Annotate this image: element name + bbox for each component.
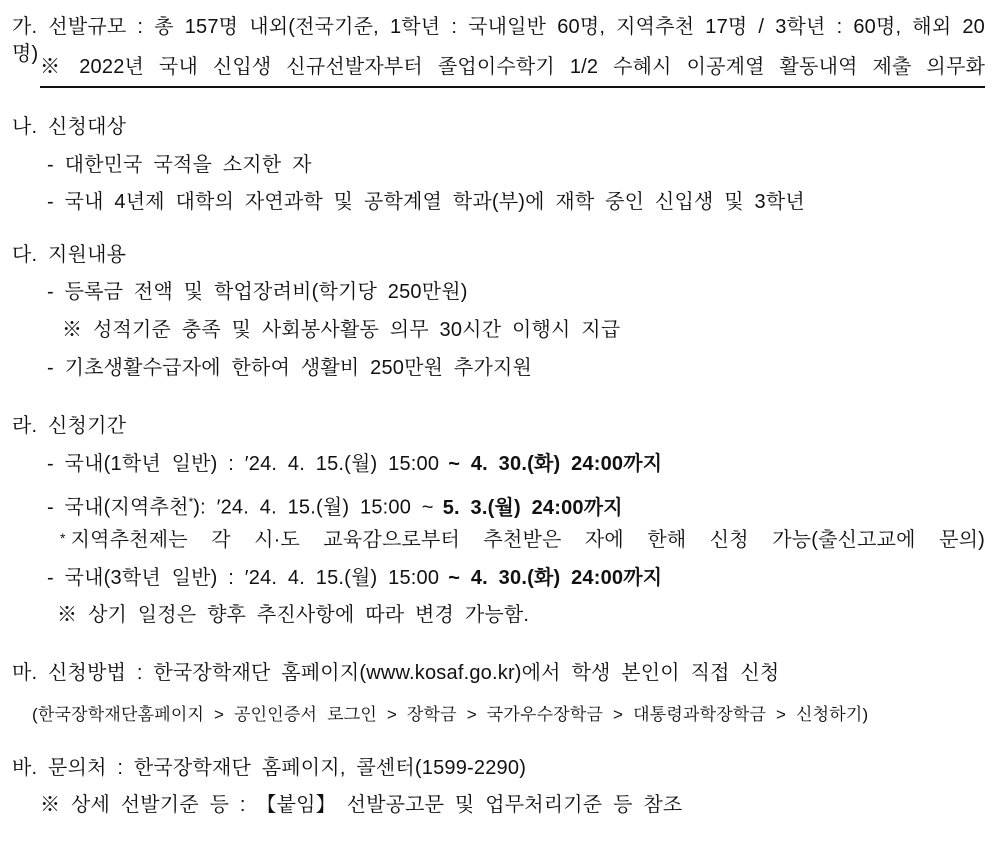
period-regional-deadline: 5. 3.(월) 24:00까지 xyxy=(442,496,623,519)
footnote-asterisk: * xyxy=(60,530,66,546)
period-regional-text: - 국내(지역추천 xyxy=(47,496,189,519)
enrolled-student-item: - 국내 4년제 대학의 자연과학 및 공학계열 학과(부)에 재학 중인 신입생 및 3학년 xyxy=(47,191,805,213)
selection-scale-line: 가. 선발규모 : 총 157명 내외(전국기준, 1학년 : 국내일반 60명, 지역추천 17명 / 3학년 : 60명, 해외 20명) xyxy=(12,16,985,65)
activity-report-underlined-note: ※ 2022년 국내 신입생 신규선발자부터 졸업이수학기 1/2 수혜시 이공계열 활동내역 제출 의무화 xyxy=(40,54,985,88)
application-period-heading: 라. 신청기간 xyxy=(12,415,127,437)
application-method-heading: 마. 신청방법 : 한국장학재단 홈페이지(www.kosaf.go.kr)에서 학생 본인이 직접 신청 xyxy=(12,662,780,684)
schedule-change-note: ※ 상기 일정은 향후 추진사항에 따라 변경 가능함. xyxy=(57,604,530,626)
period-year1-deadline: ~ 4. 30.(화) 24:00까지 xyxy=(448,453,663,475)
tuition-item: - 등록금 전액 및 학업장려비(학기당 250만원) xyxy=(47,281,468,303)
period-year1-item xyxy=(47,451,662,478)
period-year1-text: - 국내(1학년 일반) : ′24. 4. 15.(월) 15:00 xyxy=(47,453,440,475)
period-regional-start: ): ′24. 4. 15.(월) 15:00 ~ xyxy=(193,496,434,519)
period-year3-text: - 국내(3학년 일반) : ′24. 4. 15.(월) 15:00 xyxy=(47,567,440,589)
period-year3-deadline: ~ 4. 30.(화) 24:00까지 xyxy=(448,567,663,589)
period-year3-item xyxy=(47,565,662,592)
attachment-reference-note: ※ 상세 선발기준 등 : 【붙임】 선발공고문 및 업무처리기준 등 참조 xyxy=(40,794,683,816)
support-content-heading: 다. 지원내용 xyxy=(12,244,127,266)
livelihood-support-item: - 기초생활수급자에 한하여 생활비 250만원 추가지원 xyxy=(47,357,533,379)
regional-asterisk: * xyxy=(188,495,194,509)
period-regional-item xyxy=(47,489,623,522)
contact-heading: 바. 문의처 : 한국장학재단 홈페이지, 콜센터(1599-2290) xyxy=(12,757,527,779)
grade-criteria-note: ※ 성적기준 충족 및 사회봉사활동 의무 30시간 이행시 지급 xyxy=(62,319,621,341)
application-target-heading: 나. 신청대상 xyxy=(12,116,127,138)
application-path-line: (한국장학재단홈페이지 > 공인인증서 로그인 > 장학금 > 국가우수장학금 > 대통령과학장학금 > 신청하기) xyxy=(32,705,869,724)
nationality-item: - 대한민국 국적을 소지한 자 xyxy=(47,154,312,176)
regional-footnote xyxy=(60,527,985,555)
regional-footnote-text: 지역추천제는 각 시·도 교육감으로부터 추천받은 자에 한해 신청 가능(출신고교에 문의) xyxy=(70,529,985,551)
